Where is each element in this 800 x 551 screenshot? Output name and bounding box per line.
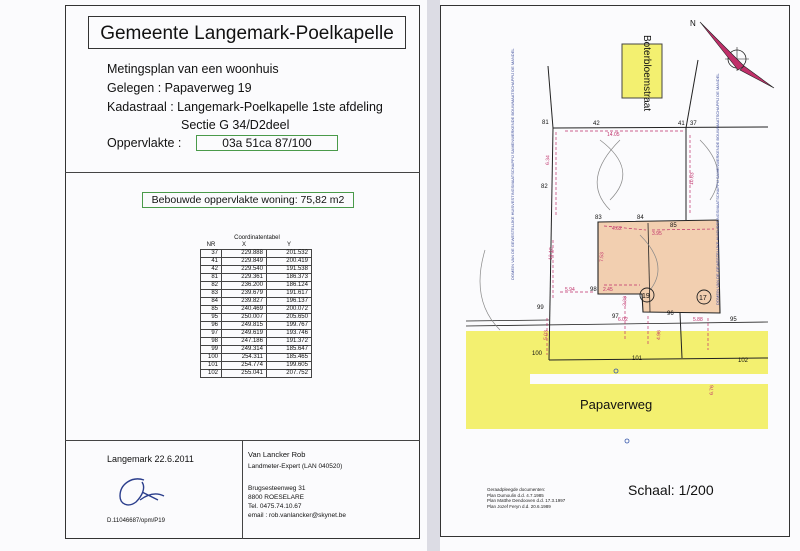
dim-7-53: 7.53 <box>599 252 606 263</box>
coord-y: 186.124 <box>267 282 312 290</box>
coord-nr: 84 <box>201 298 222 306</box>
coord-table-title: Coordinatentabel <box>234 235 280 241</box>
north-arrow-icon <box>700 22 774 88</box>
coord-x: 239.827 <box>222 298 267 306</box>
signature <box>112 470 172 512</box>
coord-x: 229.849 <box>222 258 267 266</box>
coord-y: 186.373 <box>267 274 312 282</box>
coord-row <box>201 290 312 298</box>
coord-nr: 85 <box>201 306 222 314</box>
house-number-19: 19 <box>642 293 650 300</box>
point-82: 82 <box>541 184 548 190</box>
coord-y: 191.617 <box>267 290 312 298</box>
point-98: 98 <box>590 287 597 293</box>
site-plan <box>434 0 800 551</box>
coord-x: 240.469 <box>222 306 267 314</box>
docs-title: Geraadpleegde documenten: <box>487 487 546 492</box>
point-102: 102 <box>738 358 749 364</box>
coord-x: 255.041 <box>222 370 267 378</box>
dim-3-95: 3.95 <box>652 231 662 237</box>
coord-nr: 82 <box>201 282 222 290</box>
point-101: 101 <box>632 356 643 362</box>
coord-row <box>201 274 312 282</box>
coord-row <box>201 346 312 354</box>
coord-nr: 102 <box>201 370 222 378</box>
coord-nr: 99 <box>201 346 222 354</box>
built-area: Bebouwde oppervlakte woning: 75,82 m2 <box>142 192 354 208</box>
dim-2-45: 2.45 <box>603 287 613 293</box>
owner-label-right: DOMEIN VAN DE GEWESTELIJKE HUISVESTINGSMAATSCHAPPIJ SAMENWERKENDE BOUWMAATSCHAPPIJ DE MANDEL <box>715 73 720 305</box>
coord-row <box>201 266 312 274</box>
location: Gelegen : Papaverweg 19 <box>107 81 252 95</box>
dim-4-62: 4.62 <box>612 226 622 232</box>
dim-5-03: 5.03 <box>543 330 550 341</box>
coord-nr: 96 <box>201 322 222 330</box>
point-83: 83 <box>595 215 602 221</box>
dim-6-76: 6.76 <box>709 385 716 396</box>
point-42: 42 <box>593 121 600 127</box>
address-city: 8800 ROESELARE <box>248 494 305 501</box>
dim-2-33: 2.33 <box>622 296 629 307</box>
coord-table <box>200 242 312 378</box>
coord-nr: 81 <box>201 274 222 282</box>
coord-nr: 100 <box>201 354 222 362</box>
road-papaverweg-upper <box>466 331 768 374</box>
coord-nr: 97 <box>201 330 222 338</box>
coord-y: 191.372 <box>267 338 312 346</box>
coord-row <box>201 362 312 370</box>
coord-x: 249.619 <box>222 330 267 338</box>
north-label: N <box>690 19 696 28</box>
cadastral: Kadastraal : Langemark-Poelkapelle 1ste afdeling <box>107 100 383 114</box>
point-96: 96 <box>667 311 674 317</box>
street-boterbloemstraat: Boterbloemstraat <box>641 35 652 112</box>
consulted-documents <box>487 487 565 509</box>
coord-x: 247.186 <box>222 338 267 346</box>
dim-5-88: 5.88 <box>693 317 703 323</box>
point-81: 81 <box>542 120 549 126</box>
coord-y: 199.767 <box>267 322 312 330</box>
owner-label-left: DOMEIN VAN DE GEWESTELIJKE HUISVESTINGSMAATSCHAPPIJ SAMENWERKENDE BOUWMAATSCHAPPIJ DE MANDEL <box>510 48 515 280</box>
coord-x: 239.679 <box>222 290 267 298</box>
dossier-number: D.11046687/opm/P19 <box>107 518 165 524</box>
street-papaverweg: Papaverweg <box>580 397 653 412</box>
section: Sectie G 34/D2deel <box>181 118 290 132</box>
coord-y: 205.650 <box>267 314 312 322</box>
area-value: 03a 51ca 87/100 <box>196 135 338 151</box>
telephone: Tel. 0475.74.10.67 <box>248 503 302 510</box>
point-99: 99 <box>537 305 544 311</box>
divider <box>65 172 420 173</box>
coord-row <box>201 306 312 314</box>
coord-nr: 95 <box>201 314 222 322</box>
coord-row <box>201 354 312 362</box>
coord-row <box>201 314 312 322</box>
coord-x: 229.888 <box>222 250 267 258</box>
dim-13-12: 13.12 <box>548 247 555 261</box>
scale-label: Schaal: 1/200 <box>628 482 714 498</box>
coord-x: 250.007 <box>222 314 267 322</box>
coord-y: 200.419 <box>267 258 312 266</box>
dim-6-02: 6.02 <box>618 317 628 323</box>
doc-item: Plan Dumoulin d.d. 4.7.1985 <box>487 492 544 498</box>
dim-6-34: 6.34 <box>545 155 552 166</box>
place-date: Langemark 22.6.2011 <box>107 454 194 464</box>
dim-10-63: 10.63 <box>689 172 696 186</box>
point-37: 37 <box>690 121 697 127</box>
coord-y: 191.538 <box>267 266 312 274</box>
coord-x: 249.314 <box>222 346 267 354</box>
coord-row <box>201 298 312 306</box>
coord-nr: 42 <box>201 266 222 274</box>
doc-item: Plan Jozef Feryn d.d. 20.6.1989 <box>487 503 551 509</box>
house-number-17: 17 <box>699 295 707 302</box>
coord-x: 229.540 <box>222 266 267 274</box>
coord-row <box>201 338 312 346</box>
coord-y: 207.752 <box>267 370 312 378</box>
coord-x: 254.311 <box>222 354 267 362</box>
coord-y: 193.746 <box>267 330 312 338</box>
point-97: 97 <box>612 314 619 320</box>
coord-header-y: Y <box>286 242 291 248</box>
dim-4-96: 4.96 <box>656 330 663 341</box>
dim-14-05: 14.05 <box>607 132 620 138</box>
coord-y: 185.465 <box>267 354 312 362</box>
coord-x: 249.815 <box>222 322 267 330</box>
coord-nr: 101 <box>201 362 222 370</box>
footer-vdivider <box>242 440 243 539</box>
coord-row <box>201 370 312 378</box>
coord-header-x: X <box>241 242 246 248</box>
coord-row <box>201 258 312 266</box>
coord-x: 236.200 <box>222 282 267 290</box>
coord-y: 200.072 <box>267 306 312 314</box>
point-85: 85 <box>670 223 677 229</box>
area-label: Oppervlakte : <box>107 136 182 150</box>
coord-row <box>201 330 312 338</box>
coord-y: 201.532 <box>267 250 312 258</box>
lamp-icon <box>625 439 629 443</box>
coord-y: 199.605 <box>267 362 312 370</box>
point-84: 84 <box>637 215 644 221</box>
surveyor-title: Landmeter-Expert (LAN 040520) <box>248 463 343 470</box>
dim-5-94: 5.94 <box>565 287 575 293</box>
coord-y: 196.137 <box>267 298 312 306</box>
address-street: Brugsesteenweg 31 <box>248 485 306 492</box>
point-41: 41 <box>678 121 685 127</box>
point-100: 100 <box>532 351 543 357</box>
coord-row <box>201 250 312 258</box>
coord-x: 229.361 <box>222 274 267 282</box>
coord-y: 185.647 <box>267 346 312 354</box>
surveyor-name: Van Lancker Rob <box>248 450 306 459</box>
coord-nr: 98 <box>201 338 222 346</box>
coord-row <box>201 322 312 330</box>
coord-row <box>201 282 312 290</box>
plan-type: Metingsplan van een woonhuis <box>107 62 279 76</box>
email: email : rob.vanlancker@skynet.be <box>248 512 347 519</box>
coord-nr: 37 <box>201 250 222 258</box>
coord-nr: 41 <box>201 258 222 266</box>
municipality-title: Gemeente Langemark-Poelkapelle <box>88 16 406 49</box>
point-95: 95 <box>730 317 737 323</box>
coord-header-nr: NR <box>206 242 216 248</box>
coord-nr: 83 <box>201 290 222 298</box>
doc-item: Plan Matthe Dendooven d.d. 17.3.1997 <box>487 498 566 503</box>
coord-x: 254.774 <box>222 362 267 370</box>
